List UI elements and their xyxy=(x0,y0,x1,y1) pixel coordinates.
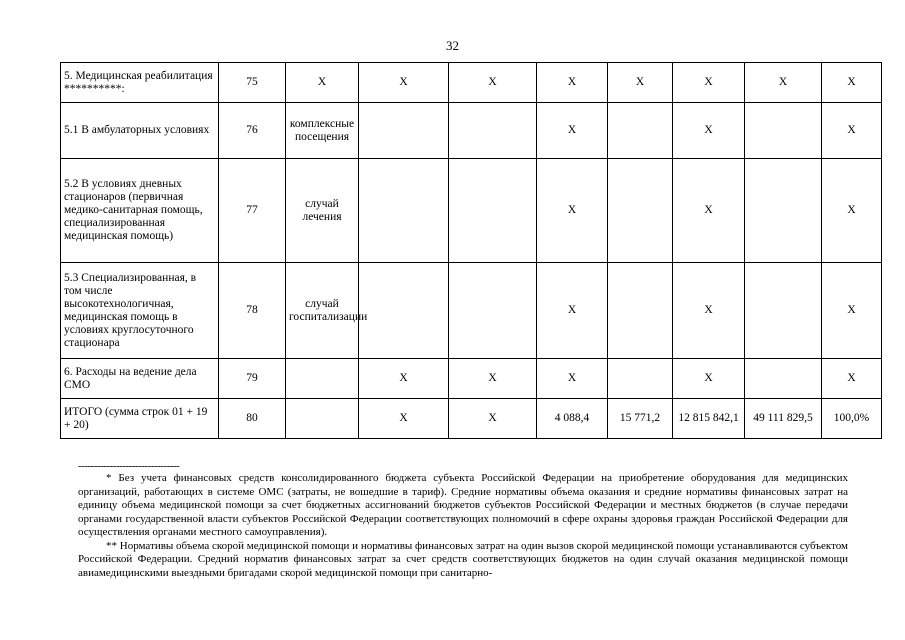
cell-c5: Х xyxy=(673,359,745,399)
cell-c5: 12 815 842,1 xyxy=(673,399,745,439)
cell-unit xyxy=(286,359,359,399)
cell-unit: случай госпитализации xyxy=(286,263,359,359)
table-row xyxy=(61,159,882,263)
cell-name: ИТОГО (сумма строк 01 + 19 + 20) xyxy=(61,399,219,439)
table-row xyxy=(61,263,882,359)
cell-num: 76 xyxy=(219,103,286,159)
table-row xyxy=(61,103,882,159)
cell-c5: Х xyxy=(673,263,745,359)
cell-c4 xyxy=(608,263,673,359)
footnote-2: ** Нормативы объема скорой медицинской помощи и нормативы финансовых затрат на один вызов скорой медицинской помощи устанавливаются субъектом Российской Федерации. Средний норматив финансовых затрат за счет средств соответствующих бюджетов на один случай оказания медицинской помощи авиамедицинскими выездными бригадами скорой медицинской помощи при санитарно- xyxy=(78,539,848,579)
table-row xyxy=(61,359,882,399)
cell-c7: Х xyxy=(822,263,882,359)
cell-name: 5.1 В амбулаторных условиях xyxy=(61,103,219,159)
cell-c6: 49 111 829,5 xyxy=(745,399,822,439)
cell-c2 xyxy=(449,263,537,359)
cell-c3: Х xyxy=(537,63,608,103)
cell-c1: Х xyxy=(359,399,449,439)
cell-unit: комплексные посещения xyxy=(286,103,359,159)
cell-c2: Х xyxy=(449,359,537,399)
cell-c7: Х xyxy=(822,359,882,399)
cell-c1 xyxy=(359,263,449,359)
data-table xyxy=(60,62,882,439)
cell-c7: 100,0% xyxy=(822,399,882,439)
cell-c2: Х xyxy=(449,399,537,439)
cell-c5: Х xyxy=(673,159,745,263)
cell-c1: Х xyxy=(359,359,449,399)
cell-c7: Х xyxy=(822,63,882,103)
cell-num: 78 xyxy=(219,263,286,359)
footnote-1: * Без учета финансовых средств консолидированного бюджета субъекта Российской Федерации на приобретение оборудования для медицинских организаций, работающих в системе ОМС (затраты, не вошедшие в тариф). Средние нормативы объема оказания и средние нормативы финансовых затрат на единицу объема медицинской помощи за счет бюджетных ассигнований бюджетов субъектов Российской Федерации и местных бюджетов (в случае передачи органами государственной власти субъектов Российской Федерации соответствующих полномочий в сфере охраны здоровья граждан Российской Федерации для осуществления органами местного самоуправления). xyxy=(78,472,848,538)
cell-c1: Х xyxy=(359,63,449,103)
page-number: 32 xyxy=(446,38,459,53)
footnote-separator: -------------------------------- xyxy=(78,460,180,472)
cell-c4: Х xyxy=(608,63,673,103)
cell-num: 80 xyxy=(219,399,286,439)
cell-c7: Х xyxy=(822,159,882,263)
cell-c4 xyxy=(608,359,673,399)
table-row xyxy=(61,399,882,439)
cell-c1 xyxy=(359,159,449,263)
cell-c3: Х xyxy=(537,359,608,399)
cell-c1 xyxy=(359,103,449,159)
cell-unit xyxy=(286,399,359,439)
cell-c2 xyxy=(449,103,537,159)
cell-c6: Х xyxy=(745,63,822,103)
table-row xyxy=(61,63,882,103)
cell-num: 77 xyxy=(219,159,286,263)
cell-name: 5. Медицинская реабилитация **********: xyxy=(61,63,219,103)
cell-name: 6. Расходы на ведение дела СМО xyxy=(61,359,219,399)
cell-c3: Х xyxy=(537,103,608,159)
cell-c4 xyxy=(608,159,673,263)
cell-num: 79 xyxy=(219,359,286,399)
cell-c6 xyxy=(745,103,822,159)
footnotes xyxy=(78,460,848,580)
cell-c6 xyxy=(745,359,822,399)
cell-c3: Х xyxy=(537,263,608,359)
cell-c5: Х xyxy=(673,63,745,103)
cell-c6 xyxy=(745,159,822,263)
cell-c3: 4 088,4 xyxy=(537,399,608,439)
cell-unit: случай лечения xyxy=(286,159,359,263)
cell-c5: Х xyxy=(673,103,745,159)
cell-c3: Х xyxy=(537,159,608,263)
cell-c2 xyxy=(449,159,537,263)
cell-c4: 15 771,2 xyxy=(608,399,673,439)
cell-c2: Х xyxy=(449,63,537,103)
cell-num: 75 xyxy=(219,63,286,103)
cell-name: 5.2 В условиях дневных стационаров (первичная медико-санитарная помощь, специализированная медицинская помощь) xyxy=(61,159,219,263)
cell-name: 5.3 Специализированная, в том числе высокотехнологичная, медицинская помощь в условиях круглосуточного стационара xyxy=(61,263,219,359)
cell-unit: Х xyxy=(286,63,359,103)
cell-c7: Х xyxy=(822,103,882,159)
cell-c6 xyxy=(745,263,822,359)
cell-c4 xyxy=(608,103,673,159)
